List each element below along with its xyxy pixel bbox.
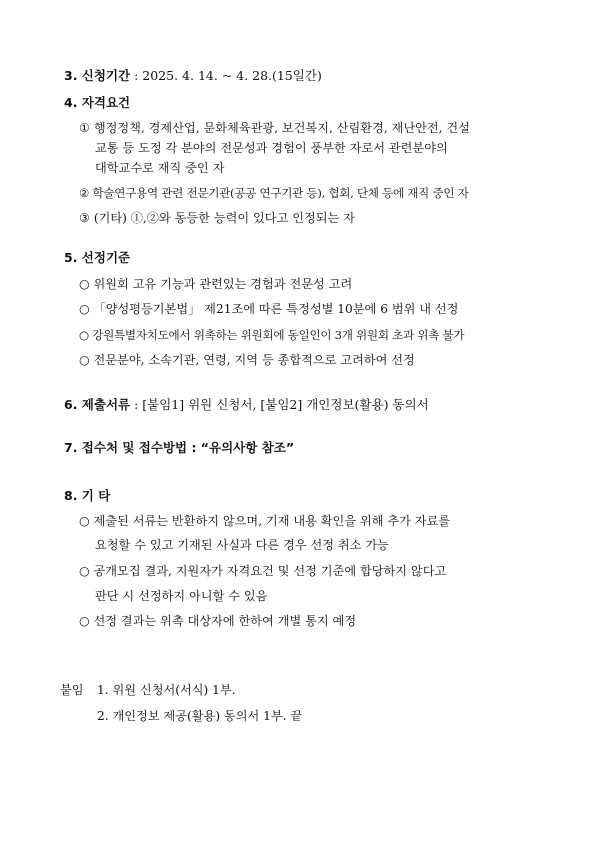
item-marker: ① (79, 121, 90, 135)
item-text: 전문분야, 소속기관, 연령, 지역 등 종합적으로 고려하여 선정 (93, 353, 415, 367)
list-item (79, 276, 352, 292)
item-marker: ○ (79, 302, 90, 316)
item-text-continued: 판단 시 선정하지 아니할 수 있음 (95, 589, 268, 603)
separator: : (130, 68, 143, 83)
item-text: 행정정책, 경제산업, 문화체육관광, 보건복지, 산림환경, 재난안전, 건설 (93, 121, 470, 135)
list-item (79, 513, 450, 529)
item-text: 공개모집 결과, 지원자가 자격요건 및 선정 기준에 합당하지 않다고 (93, 564, 447, 578)
submission-documents-value: [붙임1] 위원 신청서, [붙임2] 개인정보(활용) 동의서 (142, 397, 429, 412)
item-text-continued: 교통 등 도정 각 분야의 전문성과 경험이 풍부한 자로서 관련분야의 (95, 141, 448, 155)
list-item (79, 185, 469, 201)
list-item (79, 301, 458, 317)
item-text-continued: 대학교수로 재직 중인 자 (95, 161, 225, 175)
section-title: 3. 신청기간 (64, 68, 131, 83)
item-text: 제출된 서류는 반환하지 않으며, 기재 내용 확인을 위해 추가 자료를 (93, 514, 451, 528)
list-item (79, 120, 470, 136)
section-title: 4. 자격요건 (64, 95, 131, 110)
list-item (79, 327, 464, 343)
section-title: 6. 제출서류 (64, 397, 131, 412)
item-text: 선정 결과는 위촉 대상자에 한하여 개별 통지 예정 (93, 614, 357, 628)
list-item (79, 563, 446, 579)
attachment-item: 1. 위원 신청서(서식) 1부. (97, 683, 236, 697)
attachment-item: 2. 개인정보 제공(활용) 동의서 1부. 끝 (97, 709, 303, 723)
list-item (79, 613, 356, 629)
separator: : (130, 397, 143, 412)
item-text: 학술연구용역 관련 전문기관(공공 연구기관 등), 협회, 단체 등에 재직 중인 자 (92, 186, 469, 200)
item-marker: ○ (79, 277, 90, 291)
section-title: 7. 접수처 및 접수방법 : “유의사항 참조” (64, 440, 295, 455)
item-text: 「양성평등기본법」 제21조에 따른 특정성별 10분에 6 범위 내 선정 (93, 302, 459, 316)
section-application-period (64, 68, 322, 84)
item-text: 위원회 고유 기능과 관련있는 경험과 전문성 고려 (93, 277, 353, 291)
item-marker: ○ (79, 514, 90, 528)
section-submission-documents (64, 397, 429, 413)
item-text-continued: 요청할 수 있고 기재된 사실과 다른 경우 선정 취소 가능 (95, 538, 389, 552)
list-item (79, 352, 415, 368)
item-marker: ○ (79, 614, 90, 628)
section-title: 8. 기 타 (64, 488, 111, 503)
item-text: 강원특별자치도에서 위촉하는 위원회에 동일인이 3개 위원회 초과 위촉 불가 (92, 328, 465, 342)
item-marker: ③ (79, 211, 90, 225)
section-title: 5. 선정기준 (64, 250, 131, 265)
item-marker: ○ (79, 564, 90, 578)
item-marker: ○ (79, 328, 89, 342)
list-item (79, 210, 355, 226)
item-marker: ○ (79, 353, 90, 367)
item-marker: ② (79, 186, 90, 200)
attachments-label: 붙임 (60, 683, 84, 697)
application-period-value: 2025. 4. 14. ~ 4. 28.(15일간) (142, 68, 322, 83)
item-text: (기타) ①,②와 동등한 능력이 있다고 인정되는 자 (93, 211, 355, 225)
